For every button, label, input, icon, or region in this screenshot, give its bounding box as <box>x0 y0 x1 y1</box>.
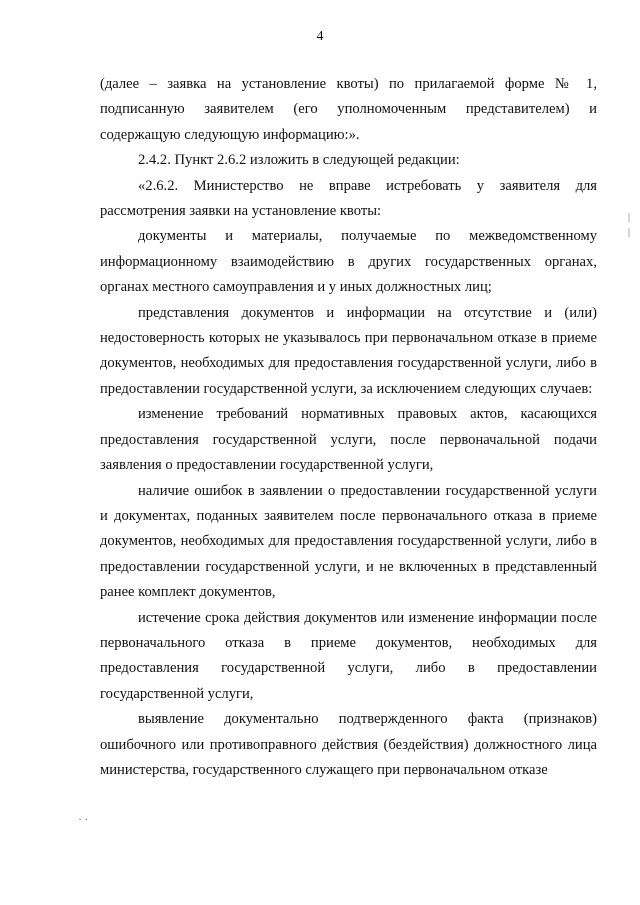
paragraph-intro-continuation: (далее – заявка на установление квоты) по прилагаемой форме № 1, подписанную заявителем (его уполномоченным представителем) и содержащую следующую информацию:». <box>100 76 597 143</box>
paragraph-exception-errors: наличие ошибок в заявлении о предоставлении государственной услуги и документах, поданных заявителем после первоначального отказа в приеме документов, необходимых для предоставления государственной услуги, либо в предоставлении государственной услуги, и не включенных в представленный ранее комплект документов, <box>100 482 597 601</box>
paragraph-documents-materials: документы и материалы, получаемые по межведомственному информационному взаимодействию в других государственных органах, органах местного самоуправления и у иных должностных лиц; <box>100 228 597 296</box>
paragraph-exception-misconduct: выявление документально подтвержденного факта (признаков) ошибочного или противоправного действия (бездействия) должностного лица министерства, государственного служащего при первоначальном отказе <box>100 711 597 778</box>
page-number: 4 <box>316 29 324 44</box>
scan-speck-mark: | <box>628 212 631 223</box>
document-body <box>100 72 597 783</box>
paragraph-exception-requirements-change: изменение требований нормативных правовых актов, касающихся предоставления государственной услуги, после первоначальной подачи заявления о предоставлении государственной услуги, <box>100 406 597 474</box>
paragraph-representations: представления документов и информации на отсутствие и (или) недостоверность которых не указывалось при первоначальном отказе в приеме документов, необходимых для предоставления государственной услуги, либо в предоставлении государственной услуги, за исключением следующих случаев: <box>100 304 597 397</box>
paragraph-clause-2-4-2: 2.4.2. Пункт 2.6.2 изложить в следующей редакции: <box>138 152 460 169</box>
paragraph-clause-2-6-2: «2.6.2. Министерство не вправе истребовать у заявителя для рассмотрения заявки на установление квоты: <box>100 177 597 220</box>
scan-speck-mark: · · <box>78 812 89 826</box>
scan-speck-mark: | <box>628 227 631 238</box>
paragraph-exception-expiry: истечение срока действия документов или изменение информации после первоначального отказа в приеме документов, необходимых для предоставления государственной услуги, либо в предоставлении государственной услуги, <box>100 609 597 702</box>
